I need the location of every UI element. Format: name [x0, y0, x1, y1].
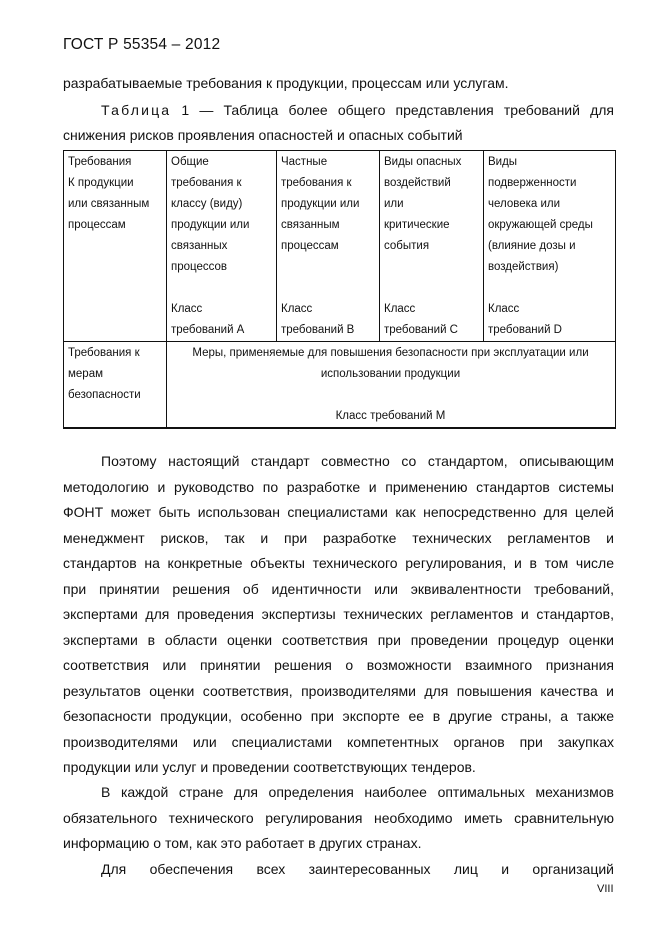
- requirements-table: [63, 150, 616, 429]
- cell-line: Меры, применяемые для повышения безопасности при эксплуатации или: [192, 347, 589, 359]
- cell-line: события: [384, 240, 430, 252]
- cell-line: воздействий: [384, 177, 451, 189]
- body-line: продукции или услуг и проведении соответствующих тендеров.: [63, 759, 476, 775]
- body-line: экспертами для проведения экспертизы технических регламентов и стандартов,: [63, 606, 614, 622]
- table-cell-class-m: [167, 342, 616, 429]
- cell-spacer: [281, 257, 374, 278]
- cell-line: процессов: [171, 261, 228, 273]
- table-row: [64, 151, 616, 342]
- table-caption-line1: [101, 102, 614, 118]
- table-caption-label: Таблица: [101, 102, 172, 118]
- cell-line: Виды: [488, 156, 518, 168]
- body-line: экспертами в области оценки соответствия при проведении процедур оценки: [63, 632, 614, 648]
- body-line: В каждой стране для определения наиболее оптимальных механизмов: [101, 784, 614, 800]
- cell-line: продукции или: [171, 219, 250, 231]
- body-line: менеджмент рисков, так и при разработке технических регламентов и: [63, 530, 614, 546]
- body-line: при принятии решения об идентичности или эквивалентности требований,: [63, 581, 614, 597]
- cell-spacer: [171, 278, 271, 299]
- page-number: VIII: [597, 883, 614, 895]
- table-cell-class-d: [484, 151, 616, 342]
- cell-line: или связанным: [68, 198, 150, 210]
- cell-line: воздействия): [488, 261, 559, 273]
- body-line: обязательного технического регулирования необходимо иметь сравнительную: [63, 810, 614, 826]
- cell-line: критические: [384, 219, 450, 231]
- cell-line: Класс: [171, 303, 203, 315]
- cell-line: требования к: [171, 177, 242, 189]
- cell-line: Общие: [171, 156, 209, 168]
- body-line: производителями или специалистами компетентных органов при закупках: [63, 734, 614, 750]
- body-line: информацию о том, как это работает в других странах.: [63, 835, 422, 851]
- cell-line: Класс: [384, 303, 416, 315]
- cell-spacer: [281, 278, 374, 299]
- cell-line: Класс: [281, 303, 313, 315]
- document-header: ГОСТ Р 55354 – 2012: [63, 36, 221, 53]
- table-cell-class-a: [167, 151, 277, 342]
- body-line: Для обеспечения всех заинтересованных лиц и организаций: [101, 861, 614, 877]
- body-line: методологию и руководство по разработке и применению стандартов системы: [63, 479, 614, 495]
- cell-line: использовании продукции: [320, 368, 461, 380]
- cell-line: Класс требований М: [335, 410, 446, 422]
- cell-spacer: [384, 257, 478, 278]
- table-cell-requirements: [64, 151, 167, 342]
- intro-line: разрабатываемые требования к продукции, процессам или услугам.: [63, 75, 509, 91]
- body-line: Поэтому настоящий стандарт совместно со стандартом, описывающим: [101, 453, 614, 469]
- table-cell-class-c: [380, 151, 484, 342]
- cell-line: подверженности: [488, 177, 577, 189]
- cell-line: К продукции: [68, 177, 134, 189]
- cell-line: продукции или: [281, 198, 360, 210]
- table-cell-class-b: [277, 151, 380, 342]
- cell-line: требований С: [384, 324, 458, 336]
- cell-line: требований В: [281, 324, 355, 336]
- cell-spacer: [171, 385, 610, 406]
- table-caption-text: 1 — Таблица более общего представления требований для: [171, 102, 614, 118]
- table-caption-line2: снижения рисков проявления опасностей и опасных событий: [63, 127, 463, 143]
- body-line: соответствия или принятии решения о возможности взаимного признания: [63, 657, 614, 673]
- cell-line: требований D: [488, 324, 562, 336]
- body-line: безопасности продукции, особенно при экспорте ее в другие страны, а также: [63, 708, 614, 724]
- cell-line: классу (виду): [171, 198, 243, 210]
- cell-line: (влияние дозы и: [488, 240, 576, 252]
- cell-line: связанным: [281, 219, 340, 231]
- body-line: ФОНТ может быть использован специалистами как непосредственно для целей: [63, 504, 614, 520]
- cell-line: связанных: [171, 240, 228, 252]
- cell-line: Виды опасных: [384, 156, 462, 168]
- cell-line: Класс: [488, 303, 520, 315]
- cell-line: требований А: [171, 324, 245, 336]
- table-row: [64, 342, 616, 429]
- cell-line: требования к: [281, 177, 352, 189]
- cell-line: Частные: [281, 156, 328, 168]
- table-cell-safety-requirements: [64, 342, 167, 429]
- cell-spacer: [488, 278, 610, 299]
- cell-line: Требования: [68, 156, 132, 168]
- body-line: стандартов на конкретные объекты технического регулирования, и в том числе: [63, 555, 614, 571]
- cell-line: человека или: [488, 198, 561, 210]
- cell-line: процессам: [281, 240, 339, 252]
- cell-line: мерам: [68, 368, 103, 380]
- cell-line: или: [384, 198, 404, 210]
- cell-line: безопасности: [68, 389, 141, 401]
- cell-line: процессам: [68, 219, 126, 231]
- cell-line: Требования к: [68, 347, 140, 359]
- body-line: результатов оценки соответствия, производителями для повышения качества и: [63, 683, 614, 699]
- cell-spacer: [384, 278, 478, 299]
- cell-line: окружающей среды: [488, 219, 593, 231]
